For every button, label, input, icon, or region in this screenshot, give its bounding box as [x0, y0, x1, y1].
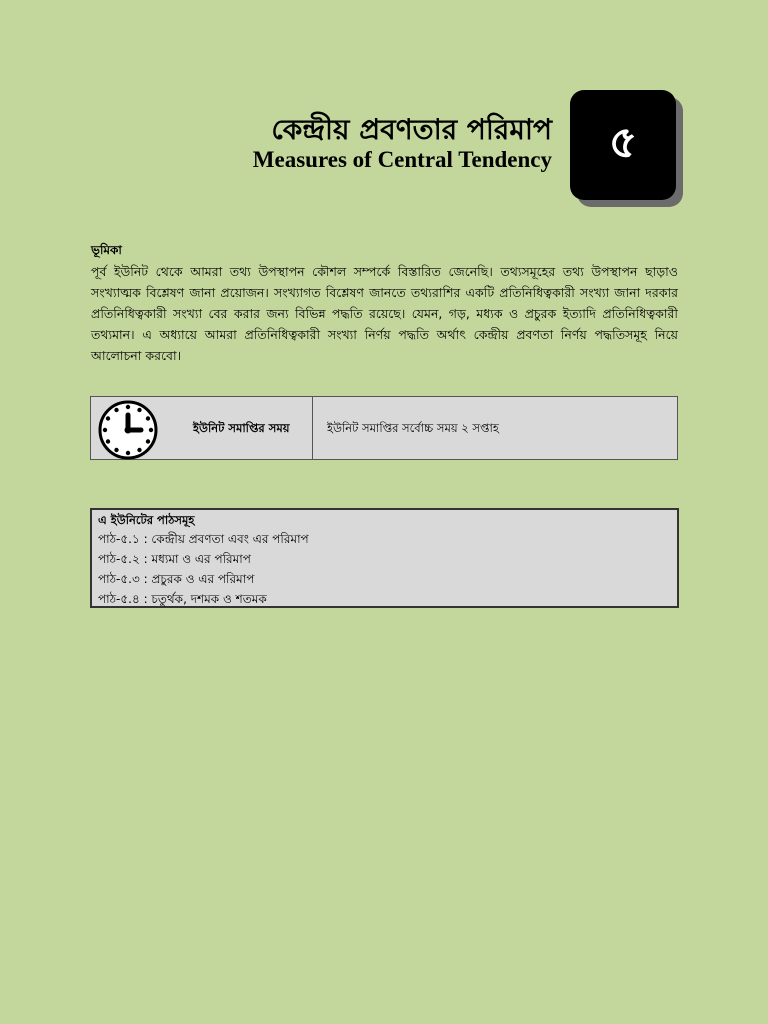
lessons-box: [90, 508, 679, 608]
unit-number: ৫: [608, 116, 638, 168]
clock-icon: [97, 399, 159, 461]
time-label-cell: [91, 397, 313, 459]
unit-completion-time-box: [90, 396, 678, 460]
lesson-item: পাঠ-৫.৩ : প্রচুরক ও এর পরিমাপ: [98, 572, 255, 586]
intro-heading: ভূমিকা: [91, 243, 122, 257]
lesson-item: পাঠ-৫.১ : কেন্দ্রীয় প্রবণতা এবং এর পরিমাপ: [98, 532, 309, 546]
time-label: ইউনিট সমাপ্তির সময়: [193, 421, 290, 435]
intro-paragraph: পূর্ব ইউনিট থেকে আমরা তথ্য উপস্থাপন কৌশল সম্পর্কে বিস্তারিত জেনেছি। তথ্যসমূহের তথ্য উপস্থাপন ছাড়াও সংখ্যাত্মক বিশ্লেষণ জানা প্রয়োজন। সংখ্যাগত বিশ্লেষণ জানতে তথ্যরাশির একটি প্রতিনিধিত্বকারী সংখ্যা জানা দরকার প্রতিনিধিত্বকারী সংখ্যা বের করার জন্য বিভিন্ন পদ্ধতি রয়েছে। যেমন, গড়, মধ্যক ও প্রচুরক ইত্যাদি প্রতিনিধিত্বকারী তথ্যমান। এ অধ্যায়ে আমরা প্রতিনিধিত্বকারী সংখ্যা নির্ণয় পদ্ধতি অর্থাৎ কেন্দ্রীয় প্রবণতা নির্ণয় পদ্ধতিসমূহ নিয়ে আলোচনা করবো।: [91, 264, 678, 363]
chapter-title-bengali: কেন্দ্রীয় প্রবণতার পরিমাপ: [271, 113, 552, 146]
unit-number-badge: [570, 90, 676, 200]
time-value: ইউনিট সমাপ্তির সর্বোচ্চ সময় ২ সপ্তাহ: [327, 421, 499, 435]
lesson-item: পাঠ-৫.২ : মধ্যমা ও এর পরিমাপ: [98, 552, 251, 566]
chapter-title-english: Measures of Central Tendency: [252, 147, 552, 172]
time-value-cell: [313, 397, 677, 459]
lessons-heading: এ ইউনিটের পাঠসমূহ: [98, 513, 195, 527]
lesson-item: পাঠ-৫.৪ : চতুর্থক, দশমক ও শতমক: [98, 592, 267, 606]
